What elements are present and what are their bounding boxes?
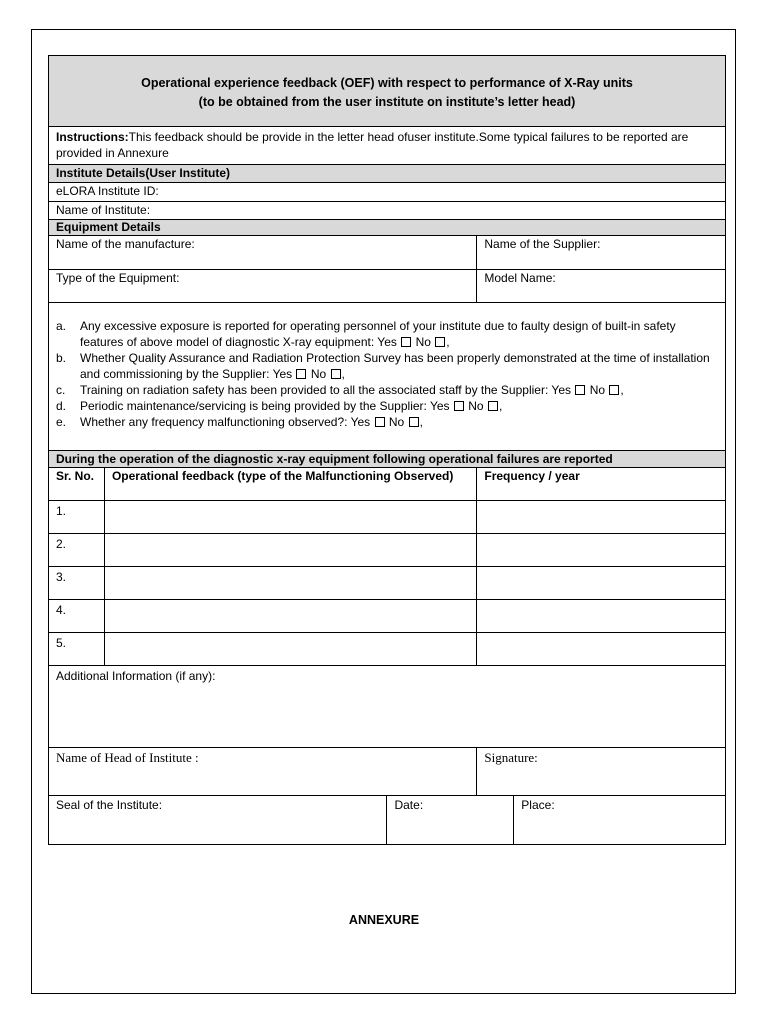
date-label: Date:: [394, 798, 424, 812]
additional-info-label: Additional Information (if any):: [56, 669, 216, 683]
place-field[interactable]: [514, 796, 726, 845]
supplier-field[interactable]: [477, 236, 726, 270]
manufacturer-label: Name of the manufacture:: [56, 237, 195, 251]
no-label: No: [310, 367, 327, 381]
place-label: Place:: [521, 798, 555, 812]
question-body: Training on radiation safety has been provided to all the associated staff by the Supplier:: [80, 383, 552, 397]
question-body: Whether any frequency malfunctioning observed?:: [80, 415, 351, 429]
no-checkbox-icon[interactable]: [609, 385, 619, 395]
question-text: Whether any frequency malfunctioning observed?: Yes No ,: [80, 415, 423, 429]
failure-sr-no: 3.: [49, 567, 105, 600]
failure-row: [49, 534, 726, 567]
no-checkbox-icon[interactable]: [435, 337, 445, 347]
question-letter: e.: [56, 415, 67, 429]
head-of-institute-field[interactable]: [49, 748, 477, 796]
no-label: No: [468, 399, 484, 413]
failure-feedback-cell[interactable]: [104, 534, 476, 567]
elora-id-label: eLORA Institute ID:: [56, 184, 159, 198]
questions-cell: [49, 303, 726, 451]
failure-sr-no: 1.: [49, 501, 105, 534]
question-item: [56, 398, 718, 414]
question-body: Any excessive exposure is reported for operating personnel of your institute due to faulty design of built-in safety features of above model of diagnostic X-ray equipment:: [80, 319, 676, 349]
yes-label: Yes: [377, 335, 397, 349]
signature-field[interactable]: [477, 748, 726, 796]
yes-checkbox-icon[interactable]: [401, 337, 411, 347]
failure-feedback-cell[interactable]: [104, 501, 476, 534]
instructions: [49, 127, 726, 165]
yes-checkbox-icon[interactable]: [296, 369, 306, 379]
failure-feedback-cell[interactable]: [104, 567, 476, 600]
date-field[interactable]: [387, 796, 514, 845]
signature-label: Signature:: [484, 750, 538, 765]
question-item: [56, 350, 718, 382]
question-item: [56, 318, 718, 350]
feedback-header: Operational feedback (type of the Malfunctioning Observed): [104, 468, 476, 501]
failure-frequency-cell[interactable]: [477, 600, 726, 633]
yes-label: Yes: [350, 415, 371, 429]
form-title: [49, 56, 726, 127]
failure-feedback-cell[interactable]: [104, 600, 476, 633]
failure-frequency-cell[interactable]: [477, 534, 726, 567]
model-name-label: Model Name:: [484, 271, 556, 285]
title-line-1: Operational experience feedback (OEF) with respect to performance of X-Ray units: [141, 76, 633, 90]
institute-name-label: Name of Institute:: [56, 203, 151, 217]
failure-frequency-cell[interactable]: [477, 501, 726, 534]
no-checkbox-icon[interactable]: [488, 401, 498, 411]
failure-rows: [49, 501, 726, 666]
equipment-type-field[interactable]: [49, 270, 477, 303]
no-label: No: [388, 415, 405, 429]
failure-row: [49, 600, 726, 633]
question-item: [56, 414, 718, 430]
question-item: [56, 382, 718, 398]
model-name-field[interactable]: [477, 270, 726, 303]
question-text: Any excessive exposure is reported for operating personnel of your institute due to faulty design of built-in safety features of above model of diagnostic X-ray equipment: Yes No ,: [80, 319, 676, 349]
failure-frequency-cell[interactable]: [477, 567, 726, 600]
question-text: Periodic maintenance/servicing is being provided by the Supplier: Yes No ,: [80, 399, 503, 413]
question-body: Whether Quality Assurance and Radiation Protection Survey has been properly demonstrated at the time of installation and commissioning by the Supplier:: [80, 351, 710, 381]
failure-row: [49, 633, 726, 666]
no-checkbox-icon[interactable]: [409, 417, 419, 427]
additional-info-field[interactable]: [49, 666, 726, 748]
sr-no-header: Sr. No.: [49, 468, 105, 501]
no-label: No: [589, 383, 606, 397]
equipment-type-label: Type of the Equipment:: [56, 271, 180, 285]
question-letter: b.: [56, 351, 67, 365]
question-text: Training on radiation safety has been provided to all the associated staff by the Supplier: Yes No ,: [80, 383, 624, 397]
frequency-header: Frequency / year: [477, 468, 726, 501]
failure-frequency-cell[interactable]: [477, 633, 726, 666]
annexure-heading: ANNEXURE: [348, 913, 420, 927]
yes-checkbox-icon[interactable]: [454, 401, 464, 411]
yes-checkbox-icon[interactable]: [575, 385, 585, 395]
failure-sr-no: 5.: [49, 633, 105, 666]
equipment-details-header: Equipment Details: [49, 220, 726, 236]
yes-checkbox-icon[interactable]: [375, 417, 385, 427]
instructions-text: This feedback should be provide in the letter head ofuser institute.Some typical failures to be reported are provided in Annexure: [56, 130, 689, 160]
yes-label: Yes: [272, 367, 293, 381]
failure-row: [49, 567, 726, 600]
institute-details-header: Institute Details(User Institute): [49, 165, 726, 183]
questions-list: [56, 318, 718, 430]
institute-name-field[interactable]: [49, 202, 726, 220]
yes-label: Yes: [551, 383, 571, 397]
question-letter: d.: [56, 399, 67, 413]
no-label: No: [415, 335, 431, 349]
title-line-2: (to be obtained from the user institute on institute’s letter head): [198, 95, 576, 109]
question-text: Whether Quality Assurance and Radiation Protection Survey has been properly demonstrated at the time of installation and commissioning by the Supplier: Yes No ,: [80, 351, 710, 381]
question-letter: a.: [56, 319, 67, 333]
manufacturer-field[interactable]: [49, 236, 477, 270]
failure-row: [49, 501, 726, 534]
supplier-label: Name of the Supplier:: [484, 237, 601, 251]
failure-sr-no: 2.: [49, 534, 105, 567]
elora-id-field[interactable]: [49, 183, 726, 202]
seal-label: Seal of the Institute:: [56, 798, 163, 812]
failures-header: During the operation of the diagnostic x-ray equipment following operational failures are reported: [49, 451, 726, 468]
seal-field[interactable]: [49, 796, 387, 845]
instructions-label: Instructions:: [56, 130, 129, 144]
head-of-institute-label: Name of Head of Institute :: [56, 750, 199, 765]
no-checkbox-icon[interactable]: [331, 369, 341, 379]
failure-feedback-cell[interactable]: [104, 633, 476, 666]
failure-sr-no: 4.: [49, 600, 105, 633]
oef-form: [48, 55, 726, 845]
question-letter: c.: [56, 383, 66, 397]
question-body: Periodic maintenance/servicing is being provided by the Supplier:: [80, 399, 430, 413]
yes-label: Yes: [429, 399, 450, 413]
